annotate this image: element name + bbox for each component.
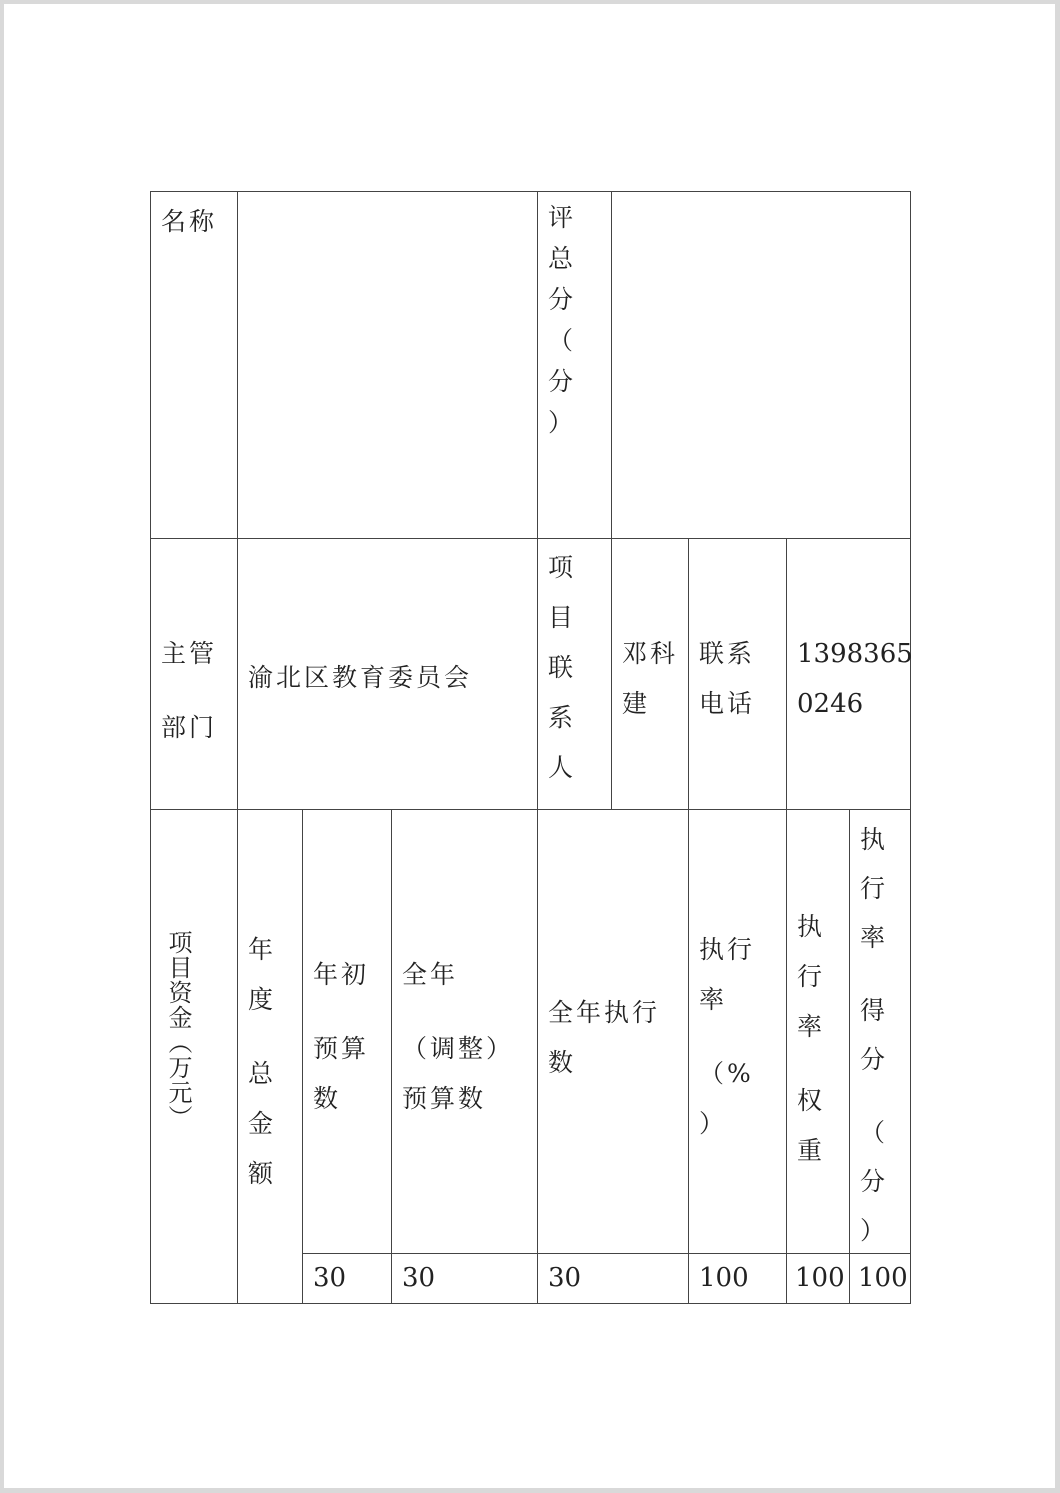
exec-score-value-cell xyxy=(849,1253,911,1304)
executed-value-cell xyxy=(537,1253,689,1304)
exec-weight-value: 100 xyxy=(795,1263,845,1293)
score-label-line: 评 xyxy=(548,203,577,232)
annual-total-cell xyxy=(237,809,303,1304)
contact-label-line: 联 xyxy=(548,653,577,682)
phone-value-line: 0246 xyxy=(797,689,864,719)
initial-budget-line: 数 xyxy=(313,1084,342,1113)
phone-label-line: 联系 xyxy=(699,639,756,668)
contact-label-line: 项 xyxy=(548,553,577,582)
funds-label: 项目资金（万元） xyxy=(164,930,192,1130)
exec-rate-line: 率 xyxy=(699,985,728,1014)
initial-budget-line: 预算 xyxy=(313,1034,370,1063)
adjusted-budget-line: （调整） xyxy=(402,1034,515,1063)
contact-label-line: 系 xyxy=(548,703,577,732)
contact-label-line: 目 xyxy=(548,603,577,632)
exec-score-line: 行 xyxy=(860,874,889,903)
exec-score-line: ） xyxy=(860,1216,889,1245)
exec-weight-line: 权 xyxy=(797,1086,826,1115)
dept-label-cell xyxy=(150,538,238,810)
exec-weight-line: 行 xyxy=(797,962,826,991)
contact-label-cell xyxy=(537,538,612,810)
executed-header xyxy=(537,809,689,1254)
annual-total-line: 度 xyxy=(248,985,277,1014)
name-label: 名称 xyxy=(161,207,218,236)
dept-value-cell xyxy=(237,538,538,810)
score-label-cell xyxy=(537,191,612,539)
exec-score-line: 分 xyxy=(860,1045,889,1074)
executed-value: 30 xyxy=(548,1263,582,1293)
exec-rate-line: 执行 xyxy=(699,935,756,964)
name-value-cell xyxy=(237,191,538,539)
initial-budget-line: 年初 xyxy=(313,960,370,989)
score-label-line: （ xyxy=(548,326,577,355)
executed-line: 数 xyxy=(548,1048,577,1077)
phone-value-line: 1398365 xyxy=(797,639,913,669)
exec-weight-value-cell xyxy=(786,1253,850,1304)
adjusted-budget-line: 全年 xyxy=(402,960,459,989)
score-label-line: ） xyxy=(548,408,577,437)
score-label-line: 总 xyxy=(548,244,577,273)
annual-total-line: 总 xyxy=(248,1059,277,1088)
exec-weight-line: 执 xyxy=(797,912,826,941)
funds-label-cell xyxy=(150,809,238,1304)
contact-value-line: 建 xyxy=(622,689,651,718)
phone-label-cell xyxy=(688,538,787,810)
exec-rate-line: ） xyxy=(699,1109,728,1138)
contact-label-line: 人 xyxy=(548,753,577,782)
adjusted-budget-value: 30 xyxy=(402,1263,436,1293)
phone-value-cell xyxy=(786,538,911,810)
exec-score-line: 执 xyxy=(860,825,889,854)
dept-label-line: 主管 xyxy=(161,639,218,668)
dept-value: 渝北区教育委员会 xyxy=(248,663,473,692)
annual-total-line: 额 xyxy=(248,1159,277,1188)
exec-score-line: 率 xyxy=(860,923,889,952)
dept-label-line: 部门 xyxy=(161,713,218,742)
phone-label-line: 电话 xyxy=(699,689,756,718)
annual-total-line: 金 xyxy=(248,1109,277,1138)
name-label-cell xyxy=(150,191,238,539)
exec-rate-line: （% xyxy=(699,1059,754,1088)
exec-weight-line: 率 xyxy=(797,1012,826,1041)
exec-weight-header xyxy=(786,809,850,1254)
adjusted-budget-line: 预算数 xyxy=(402,1084,487,1113)
exec-score-line: 分 xyxy=(860,1167,889,1196)
exec-score-line: （ xyxy=(860,1118,889,1147)
executed-line: 全年执行 xyxy=(548,998,661,1027)
adjusted-budget-value-cell xyxy=(391,1253,538,1304)
exec-score-header xyxy=(849,809,911,1254)
score-value-cell xyxy=(611,191,911,539)
exec-rate-header xyxy=(688,809,787,1254)
contact-value-line: 邓科 xyxy=(622,639,679,668)
exec-weight-line: 重 xyxy=(797,1136,826,1165)
score-label-line: 分 xyxy=(548,285,577,314)
initial-budget-value-cell xyxy=(302,1253,392,1304)
exec-rate-value: 100 xyxy=(699,1263,749,1293)
exec-score-line: 得 xyxy=(860,996,889,1025)
adjusted-budget-header xyxy=(391,809,538,1254)
score-label-line: 分 xyxy=(548,367,577,396)
contact-value-cell xyxy=(611,538,689,810)
exec-score-value: 100 xyxy=(858,1263,908,1293)
exec-rate-value-cell xyxy=(688,1253,787,1304)
initial-budget-value: 30 xyxy=(313,1263,347,1293)
annual-total-line: 年 xyxy=(248,935,277,964)
initial-budget-header xyxy=(302,809,392,1254)
